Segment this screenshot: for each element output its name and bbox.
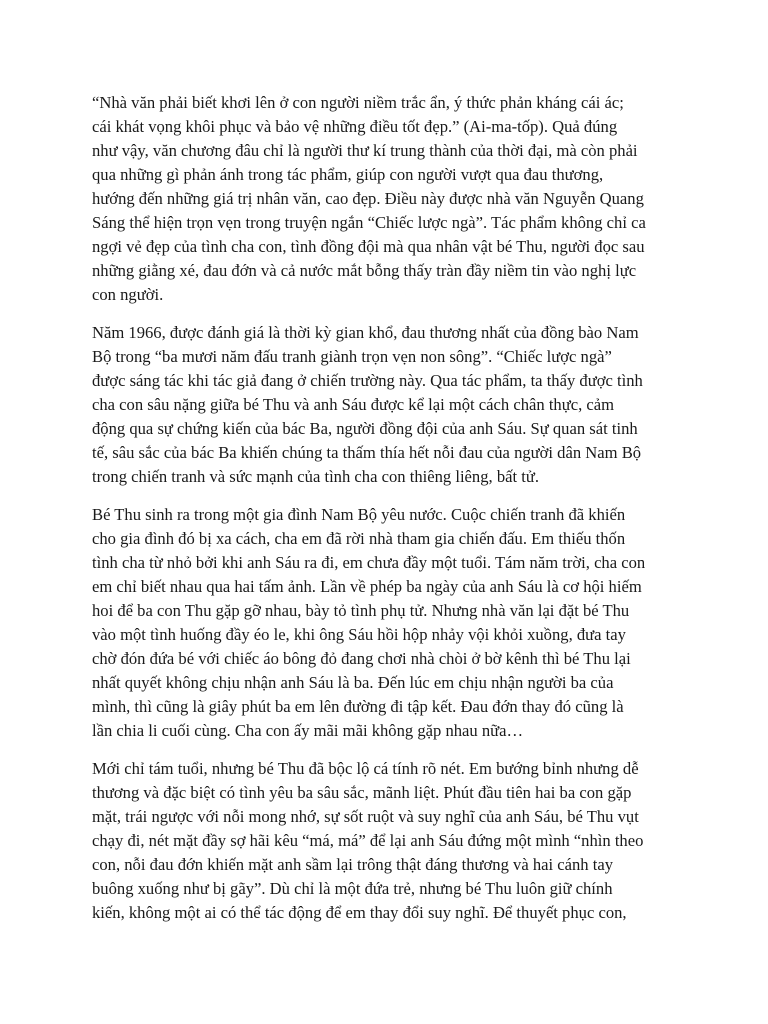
text-line: hoi để ba con Thu gặp gỡ nhau, bày tỏ tình phụ tử. Nhưng nhà văn lại đặt bé Thu	[92, 601, 630, 620]
text-line: vào một tình huống đầy éo le, khi ông Sáu hồi hộp nhảy vội khỏi xuồng, đưa tay	[92, 625, 626, 644]
text-line: Năm 1966, được đánh giá là thời kỳ gian khổ, đau thương nhất của đồng bào Nam	[92, 323, 639, 342]
paragraph-1	[92, 91, 678, 307]
text-line: cái khát vọng khôi phục và bảo vệ những điều tốt đẹp.” (Ai-ma-tốp). Quả đúng	[92, 117, 618, 136]
text-line: qua những gì phản ánh trong tác phẩm, giúp con người vượt qua đau thương,	[92, 165, 604, 184]
text-line: kiến, không một ai có thể tác động để em thay đổi suy nghĩ. Để thuyết phục con,	[92, 903, 627, 922]
text-line: cho gia đình đó bị xa cách, cha em đã rời nhà tham gia chiến đấu. Em thiếu thốn	[92, 529, 626, 548]
text-line: Mới chỉ tám tuổi, nhưng bé Thu đã bộc lộ cá tính rõ nét. Em bướng bỉnh nhưng dễ	[92, 759, 639, 778]
paragraph-2	[92, 321, 678, 489]
paragraph-4	[92, 757, 678, 925]
text-line: Sáng thể hiện trọn vẹn trong truyện ngắn “Chiếc lược ngà”. Tác phẩm không chỉ ca	[92, 213, 646, 232]
text-line: mặt, trái ngược với nỗi mong nhớ, sự sốt ruột và suy nghĩ của anh Sáu, bé Thu vụt	[92, 807, 639, 826]
text-line: con người.	[92, 285, 164, 304]
text-line: động qua sự chứng kiến của bác Ba, người đồng đội của anh Sáu. Sự quan sát tinh	[92, 419, 638, 438]
text-line: Bé Thu sinh ra trong một gia đình Nam Bộ yêu nước. Cuộc chiến tranh đã khiến	[92, 505, 626, 524]
text-line: chờ đón đứa bé với chiếc áo bông đỏ đang chơi nhà chòi ở bờ kênh thì bé Thu lại	[92, 649, 631, 668]
text-line: ngợi vẻ đẹp của tình cha con, tình đồng đội mà qua nhân vật bé Thu, người đọc sau	[92, 237, 645, 256]
text-line: được sáng tác khi tác giả đang ở chiến trường này. Qua tác phẩm, ta thấy được tình	[92, 371, 643, 390]
text-line: con, nỗi đau đớn khiến mặt anh sầm lại trông thật đáng thương và hai cánh tay	[92, 855, 614, 874]
paragraph-3	[92, 503, 678, 743]
text-line: hướng đến những giá trị nhân văn, cao đẹp. Điều này được nhà văn Nguyễn Quang	[92, 189, 644, 208]
text-line: thương và đặc biệt có tình yêu ba sâu sắc, mãnh liệt. Phút đầu tiên hai ba con gặp	[92, 783, 632, 802]
text-line: buông xuống như bị gãy”. Dù chỉ là một đứa trẻ, nhưng bé Thu luôn giữ chính	[92, 879, 613, 898]
text-line: mình, thì cũng là giây phút ba em lên đường đi tập kết. Đau đớn thay đó cũng là	[92, 697, 624, 716]
text-line: Bộ trong “ba mươi năm đấu tranh giành trọn vẹn non sông”. “Chiếc lược ngà”	[92, 347, 612, 366]
text-line: như vậy, văn chương đâu chỉ là người thư kí trung thành của thời đại, mà còn phải	[92, 141, 638, 160]
text-line: chạy đi, nét mặt đầy sợ hãi kêu “má, má” để lại anh Sáu đứng một mình “nhìn theo	[92, 831, 644, 850]
text-line: trong chiến tranh và sức mạnh của tình cha con thiêng liêng, bất tử.	[92, 467, 539, 486]
text-line: lần chia li cuối cùng. Cha con ấy mãi mãi không gặp nhau nữa…	[92, 721, 524, 740]
text-line: tình cha từ nhỏ bởi khi anh Sáu ra đi, em chưa đầy một tuổi. Tám năm trời, cha con	[92, 553, 646, 572]
text-line: em chỉ biết nhau qua hai tấm ảnh. Lần về phép ba ngày của anh Sáu là cơ hội hiếm	[92, 577, 642, 596]
text-line: cha con sâu nặng giữa bé Thu và anh Sáu được kể lại một cách chân thực, cảm	[92, 395, 615, 414]
text-line: những giằng xé, đau đớn và cả nước mắt bỗng thấy tràn đầy niềm tin vào nghị lực	[92, 261, 637, 280]
text-line: tế, sâu sắc của bác Ba khiến chúng ta thấm thía hết nỗi đau của người dân Nam Bộ	[92, 443, 642, 462]
text-line: nhất quyết không chịu nhận anh Sáu là ba. Đến lúc em chịu nhận người ba của	[92, 673, 614, 692]
text-line: “Nhà văn phải biết khơi lên ở con người niềm trắc ẩn, ý thức phản kháng cái ác;	[92, 93, 624, 112]
document-page	[92, 91, 678, 939]
